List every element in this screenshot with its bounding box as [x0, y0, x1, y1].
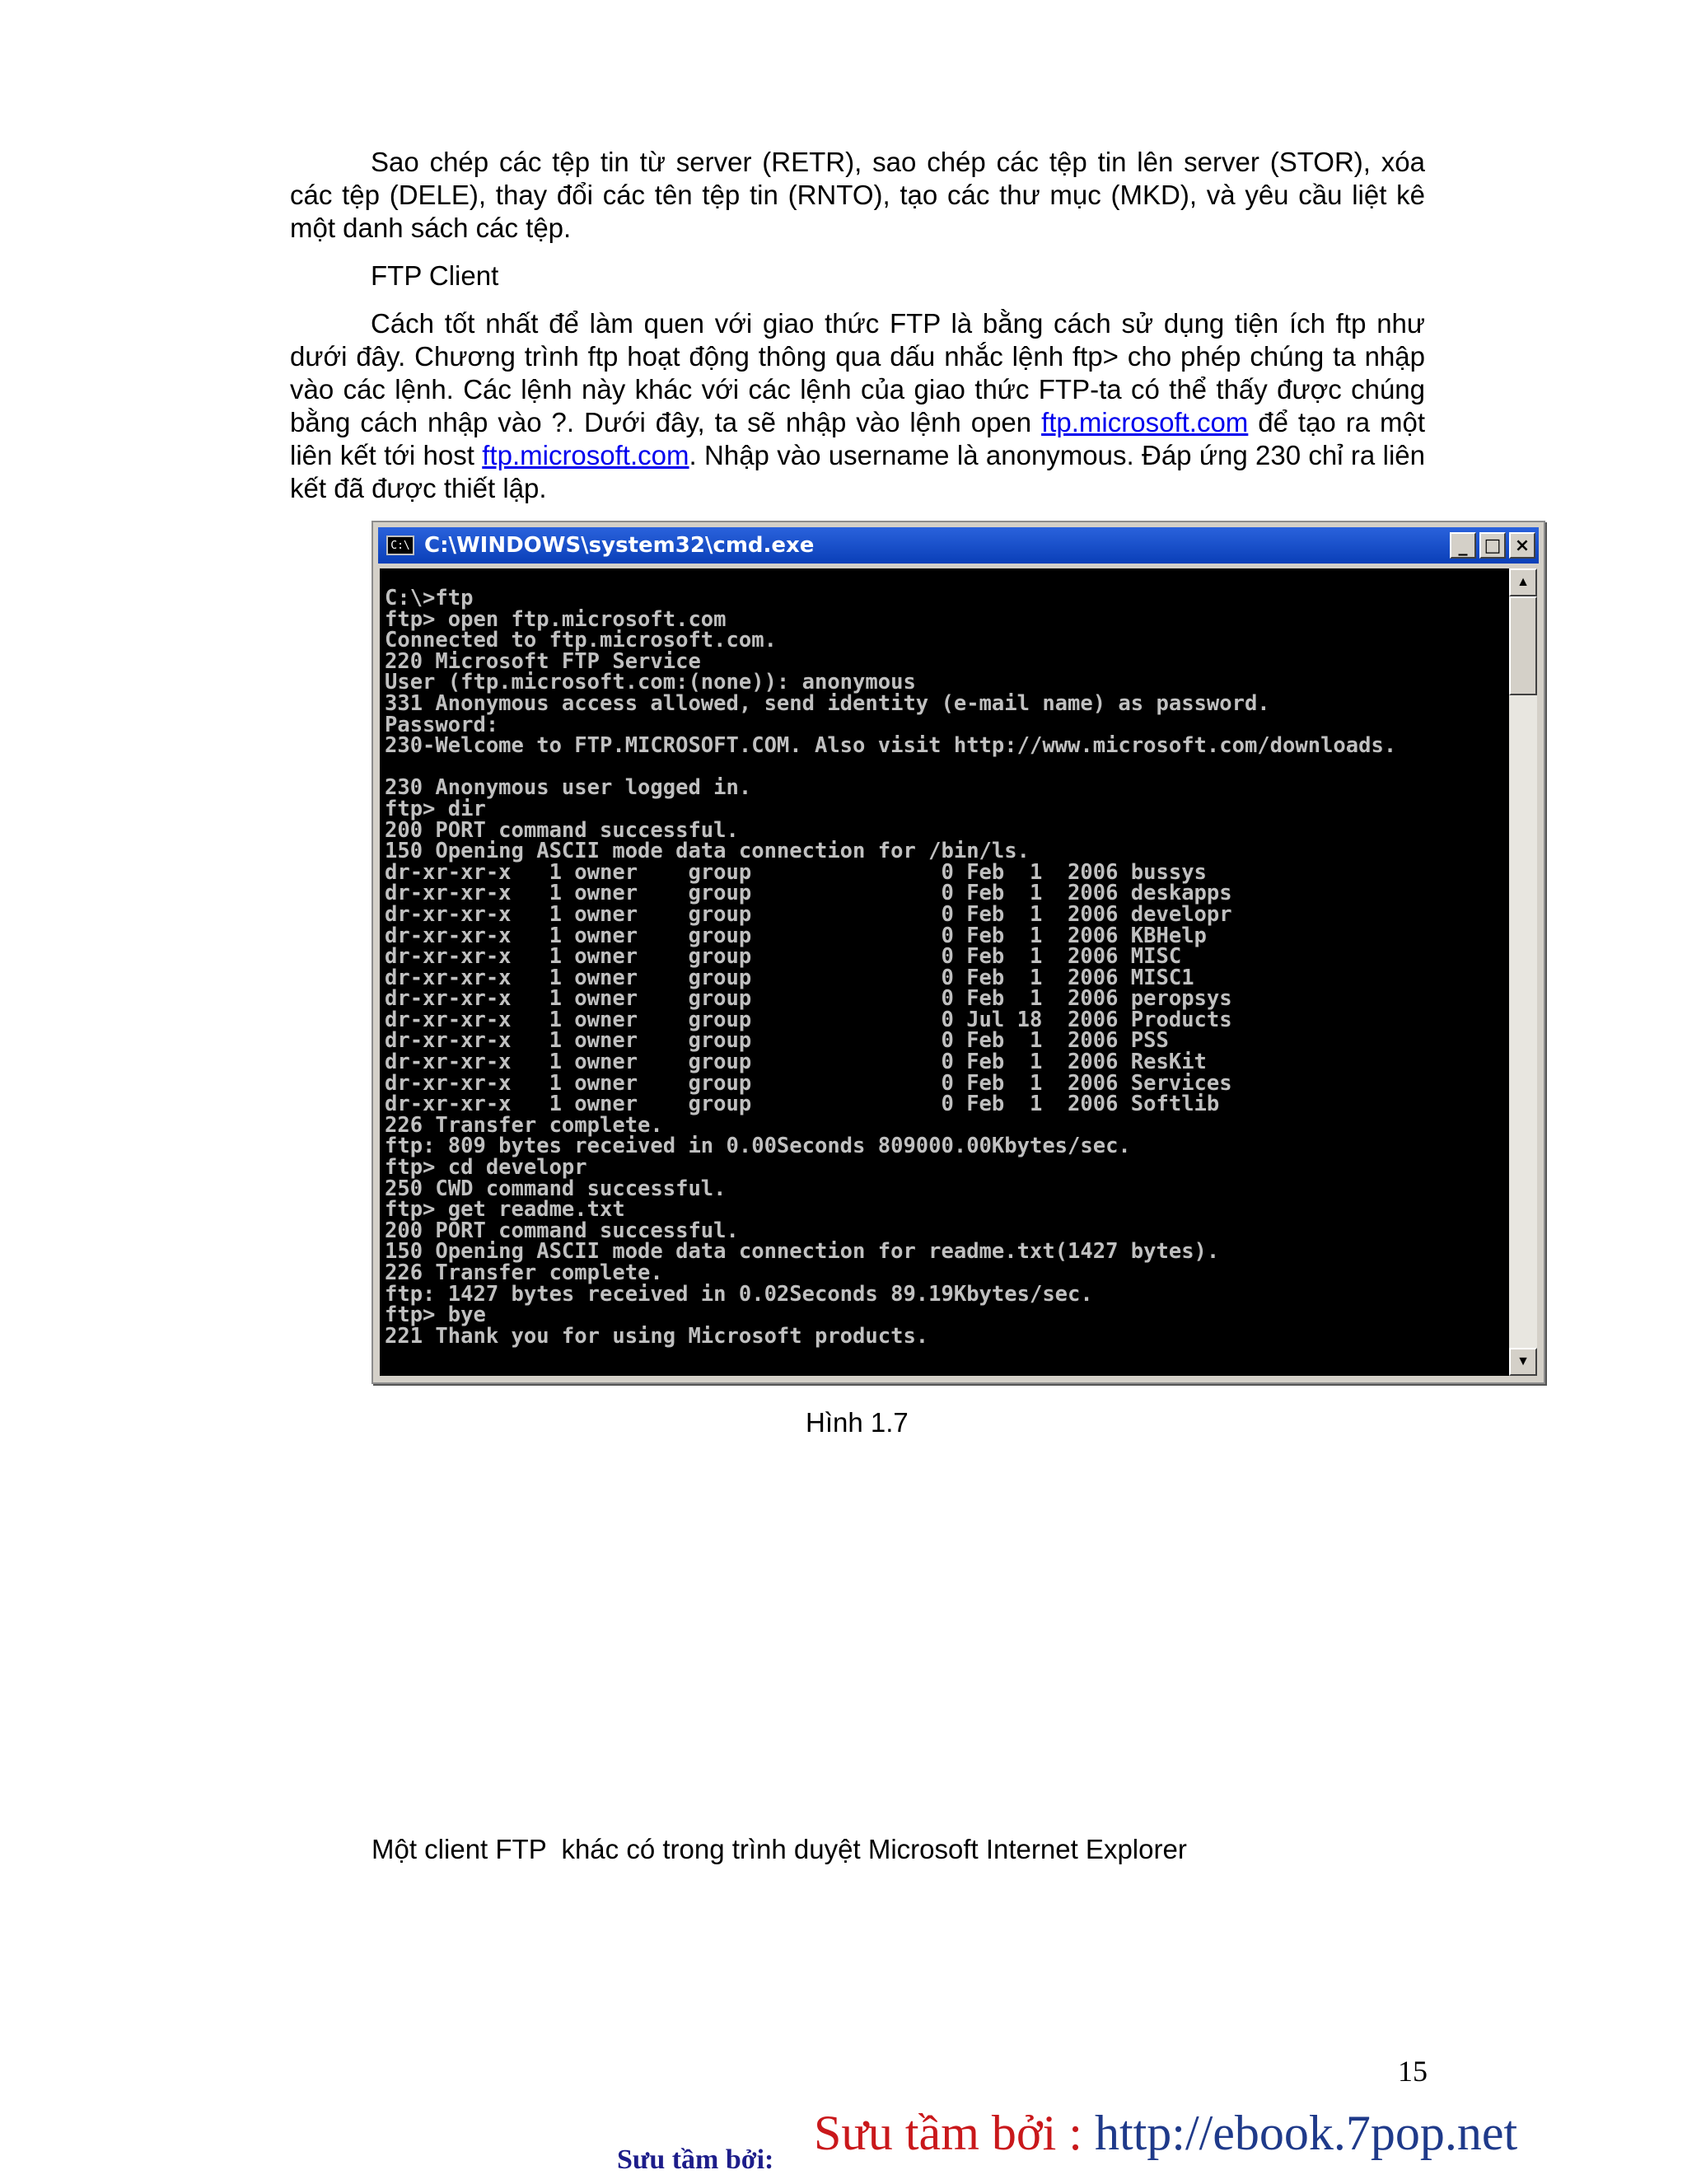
paragraph-ftp-text-3: . Nhập vào username là anonymous. Đáp ứng 230 chỉ ra liên kết đã được thiết lập. [290, 440, 1425, 503]
paragraph-ie-client: Một client FTP khác có trong trình duyệt Microsoft Internet Explorer [372, 1834, 1187, 1864]
scroll-down-arrow-icon[interactable]: ▼ [1509, 1348, 1537, 1376]
paragraph-ftp-utility [290, 307, 1425, 505]
minimize-button[interactable]: _ [1450, 532, 1476, 559]
cmd-window-screenshot [372, 521, 1545, 1384]
close-button[interactable]: × [1509, 532, 1535, 559]
cmd-titlebar[interactable] [378, 527, 1539, 564]
footer-credit: Sưu tầm bởi: [617, 2144, 774, 2175]
cmd-icon: C:\ [386, 535, 414, 555]
maximize-button[interactable]: □ [1479, 532, 1506, 559]
watermark [814, 2105, 1517, 2162]
window-controls [1450, 532, 1535, 559]
figure-caption: Hình 1.7 [806, 1407, 909, 1438]
cmd-title: C:\WINDOWS\system32\cmd.exe [424, 533, 815, 558]
ftp-link-2[interactable]: ftp.microsoft.com [482, 440, 689, 470]
paragraph-ftp-text-1: Cách tốt nhất để làm quen với giao thức FTP là bằng cách sử dụng tiện ích ftp như dưới đây. Chương trình ftp hoạt động thông qua dấu nhắc lệnh ftp> cho phép chúng ta nhập vào các lệnh. Các lệnh này khác với các lệnh của giao thức FTP-ta có thể thấy được chúng bằng cách nhập vào ?. Dưới đây, ta sẽ nhập vào lệnh open [290, 308, 1425, 437]
vertical-scrollbar[interactable] [1509, 568, 1537, 1376]
console-text: C:\>ftp ftp> open ftp.microsoft.com Connected to ftp.microsoft.com. 220 Microsoft FTP Service User (ftp.microsoft.com:(none)): anonymous 331 Anonymous access allowed, send identity (e-mail name) as password. Password: 230-Welcome to FTP.MICROSOFT.COM. Also visit http://www.microsoft.com/downloads. 230 Anonymous user logged in. ftp> dir 200 PORT command successful. 150 Opening ASCII mode data connection for /bin/ls. dr-xr-xr-x 1 owner group 0 Feb 1 2006 bussys dr-xr-xr-x 1 owner group 0 Feb 1 2006 deskapps dr-xr-xr-x 1 owner group 0 Feb 1 2006 developr dr-xr-xr-x 1 owner group 0 Feb 1 2006 KBHelp dr-xr-xr-x 1 owner group 0 Feb 1 2006 MISC dr-xr-xr-x 1 owner group 0 Feb 1 2006 MISC1 dr-xr-xr-x 1 owner group 0 Feb 1 2006 peropsys dr-xr-xr-x 1 owner group 0 Jul 18 2006 Products dr-xr-xr-x 1 owner group 0 Feb 1 2006 PSS dr-xr-xr-x 1 owner group 0 Feb 1 2006 ResKit dr-xr-xr-x 1 owner group 0 Feb 1 2006 Services dr-xr-xr-x 1 owner group 0 Feb 1 2006 Softlib 226 Transfer complete. ftp: 809 bytes received in 0.00Seconds 809000.00Kbytes/sec. ftp> cd developr 250 CWD command successful. ftp> get readme.txt 200 PORT command successful. 150 Opening ASCII mode data connection for readme.txt(1427 bytes). 226 Transfer complete. ftp: 1427 bytes received in 0.02Seconds 89.19Kbytes/sec. ftp> bye 221 Thank you for using Microsoft products. [385, 586, 1397, 1349]
scroll-thumb[interactable] [1509, 596, 1537, 695]
ftp-link-1[interactable]: ftp.microsoft.com [1041, 407, 1249, 437]
paragraph-ftp-text-2: để tạo ra một liên kết tới host [290, 407, 1425, 470]
watermark-prefix: Sưu tầm bởi : [814, 2106, 1095, 2160]
page-number: 15 [1398, 2055, 1428, 2088]
paragraph-commands [290, 146, 1425, 245]
section-heading-ftp-client: FTP Client [371, 260, 499, 291]
watermark-url: http://ebook.7pop.net [1094, 2106, 1518, 2160]
paragraph-commands-text: Sao chép các tệp tin từ server (RETR), sao chép các tệp tin lên server (STOR), xóa các tệp (DELE), thay đổi các tên tệp tin (RNTO), tạo các thư mục (MKD), và yêu cầu liệt kê một danh sách các tệp. [290, 147, 1425, 243]
scroll-up-arrow-icon[interactable]: ▲ [1509, 568, 1537, 596]
console-output[interactable] [380, 568, 1512, 1376]
